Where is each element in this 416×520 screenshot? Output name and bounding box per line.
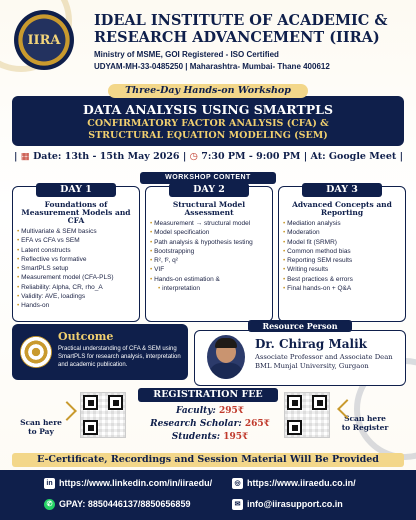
fee-row: Research Scholar: 265₹ <box>150 419 270 429</box>
payment-qr-code[interactable] <box>80 392 126 438</box>
list-item: • Common method bias <box>283 247 401 256</box>
scan-to-register-label: Scan here to Register <box>341 414 389 432</box>
globe-icon: ◎ <box>232 478 243 489</box>
workshop-title: DATA ANALYSIS USING SMARTPLS <box>83 102 333 117</box>
registration-fee-tab: REGISTRATION FEE <box>138 388 278 402</box>
event-date: Date: 13th - 15th May 2026 <box>33 151 180 162</box>
registration-qr-code[interactable] <box>284 392 330 438</box>
calendar-icon: ▦ <box>20 151 30 162</box>
list-item: • Reflective vs formative <box>17 255 135 264</box>
event-time: 7:30 PM - 9:00 PM <box>201 151 301 162</box>
list-item: • EFA vs CFA vs SEM <box>17 236 135 245</box>
contact-footer <box>0 470 416 520</box>
whatsapp-icon: ✆ <box>44 499 55 510</box>
list-item: • SmartPLS setup <box>17 264 135 273</box>
mail-icon: ✉ <box>232 499 243 510</box>
certificate-banner: E-Certificate, Recordings and Session Material Will Be Provided <box>12 453 404 467</box>
list-item: • Path analysis & hypothesis testing <box>150 238 268 247</box>
day-label: DAY 1 <box>36 183 116 197</box>
event-venue: At: Google Meet <box>310 151 397 162</box>
outcome-text: Practical understanding of CFA & SEM using SmartPLS for research analysis, interpretation and academic publication. <box>58 346 181 368</box>
udyam-line: UDYAM-MH-33-0485250 | Maharashtra- Mumbai- Thane 400612 <box>94 62 330 71</box>
workshop-subtitle-1: CONFIRMATORY FACTOR ANALYSIS (CFA) & <box>87 118 329 129</box>
institute-name: IDEAL INSTITUTE OF ACADEMIC & RESEARCH ADVANCEMENT (IIRA) <box>94 12 388 46</box>
fee-row: Students: 195₹ <box>171 432 249 442</box>
gpay-info: ✆ GPAY: 8850446137/8850656859 <box>44 499 190 510</box>
list-item: • Moderation <box>283 228 401 237</box>
list-item: • Final hands-on + Q&A <box>283 284 401 293</box>
speaker-name: Dr. Chirag Malik <box>255 337 367 351</box>
clock-icon: ◷ <box>189 151 198 162</box>
day-title: Structural Model Assessment <box>172 200 246 217</box>
list-item: • Bootstrapping <box>150 247 268 256</box>
list-item: • Writing results <box>283 265 401 274</box>
email-link[interactable]: ✉ info@iirasupport.co.in <box>232 499 343 510</box>
resource-person-card <box>194 330 406 386</box>
list-item: • Hands-on <box>17 301 135 310</box>
list-item: • Reliability: Alpha, CR, rho_A <box>17 283 135 292</box>
day-card-2 <box>145 186 273 322</box>
day-card-1 <box>12 186 140 322</box>
day-card-3 <box>278 186 406 322</box>
website-link[interactable]: ◎ https://www.iiraedu.co.in/ <box>232 478 356 489</box>
outcome-panel <box>12 324 188 380</box>
workshop-subtitle-2: STRUCTURAL EQUATION MODELING (SEM) <box>88 130 328 141</box>
list-item: • Model specification <box>150 228 268 237</box>
workshop-content-tab: WORKSHOP CONTENT <box>140 172 276 184</box>
list-item: • Hands-on estimation & <box>150 275 268 284</box>
list-item: • Reporting SEM results <box>283 256 401 265</box>
list-item: • VIF <box>150 265 268 274</box>
fee-row: Faculty: 295₹ <box>175 406 245 416</box>
linkedin-link[interactable]: in https://www.linkedin.com/in/iiraedu/ <box>44 478 212 489</box>
list-item: • Measurement model (CFA-PLS) <box>17 273 135 282</box>
event-info-bar: | ▦ Date: 13th - 15th May 2026 | ◷ 7:30 PM - 9:00 PM | At: Google Meet | <box>14 151 404 162</box>
day-label: DAY 2 <box>169 183 249 197</box>
target-icon <box>20 336 52 368</box>
institute-logo: IIRA <box>14 10 74 70</box>
day-label: DAY 3 <box>302 183 382 197</box>
list-item: • interpretation <box>150 284 268 293</box>
list-item: • Multivariate & SEM basics <box>17 227 135 236</box>
list-item: • Latent constructs <box>17 246 135 255</box>
day-title: Advanced Concepts and Reporting <box>292 200 392 217</box>
day-title: Foundations of Measurement Models and CFA <box>21 200 131 225</box>
avatar <box>207 335 245 379</box>
workshop-tag: Three-Day Hands-on Workshop <box>108 84 308 98</box>
list-item: • Model fit (SRMR) <box>283 238 401 247</box>
list-item: • Measurement → structural model <box>150 219 268 228</box>
workshop-banner <box>12 96 404 146</box>
scan-to-pay-label: Scan here to Pay <box>20 418 62 436</box>
list-item: • Mediation analysis <box>283 219 401 228</box>
outcome-title: Outcome <box>58 330 114 343</box>
list-item: • Validity: AVE, loadings <box>17 292 135 301</box>
list-item: • Best practices & errors <box>283 275 401 284</box>
resource-person-label: Resource Person <box>248 320 352 332</box>
registration-line: Ministry of MSME, GOI Registered - ISO Certified <box>94 50 279 59</box>
list-item: • R², f², q² <box>150 256 268 265</box>
linkedin-icon: in <box>44 478 55 489</box>
speaker-role: Associate Professor and Associate Dean BML Munjal University, Gurgaon <box>255 353 393 370</box>
